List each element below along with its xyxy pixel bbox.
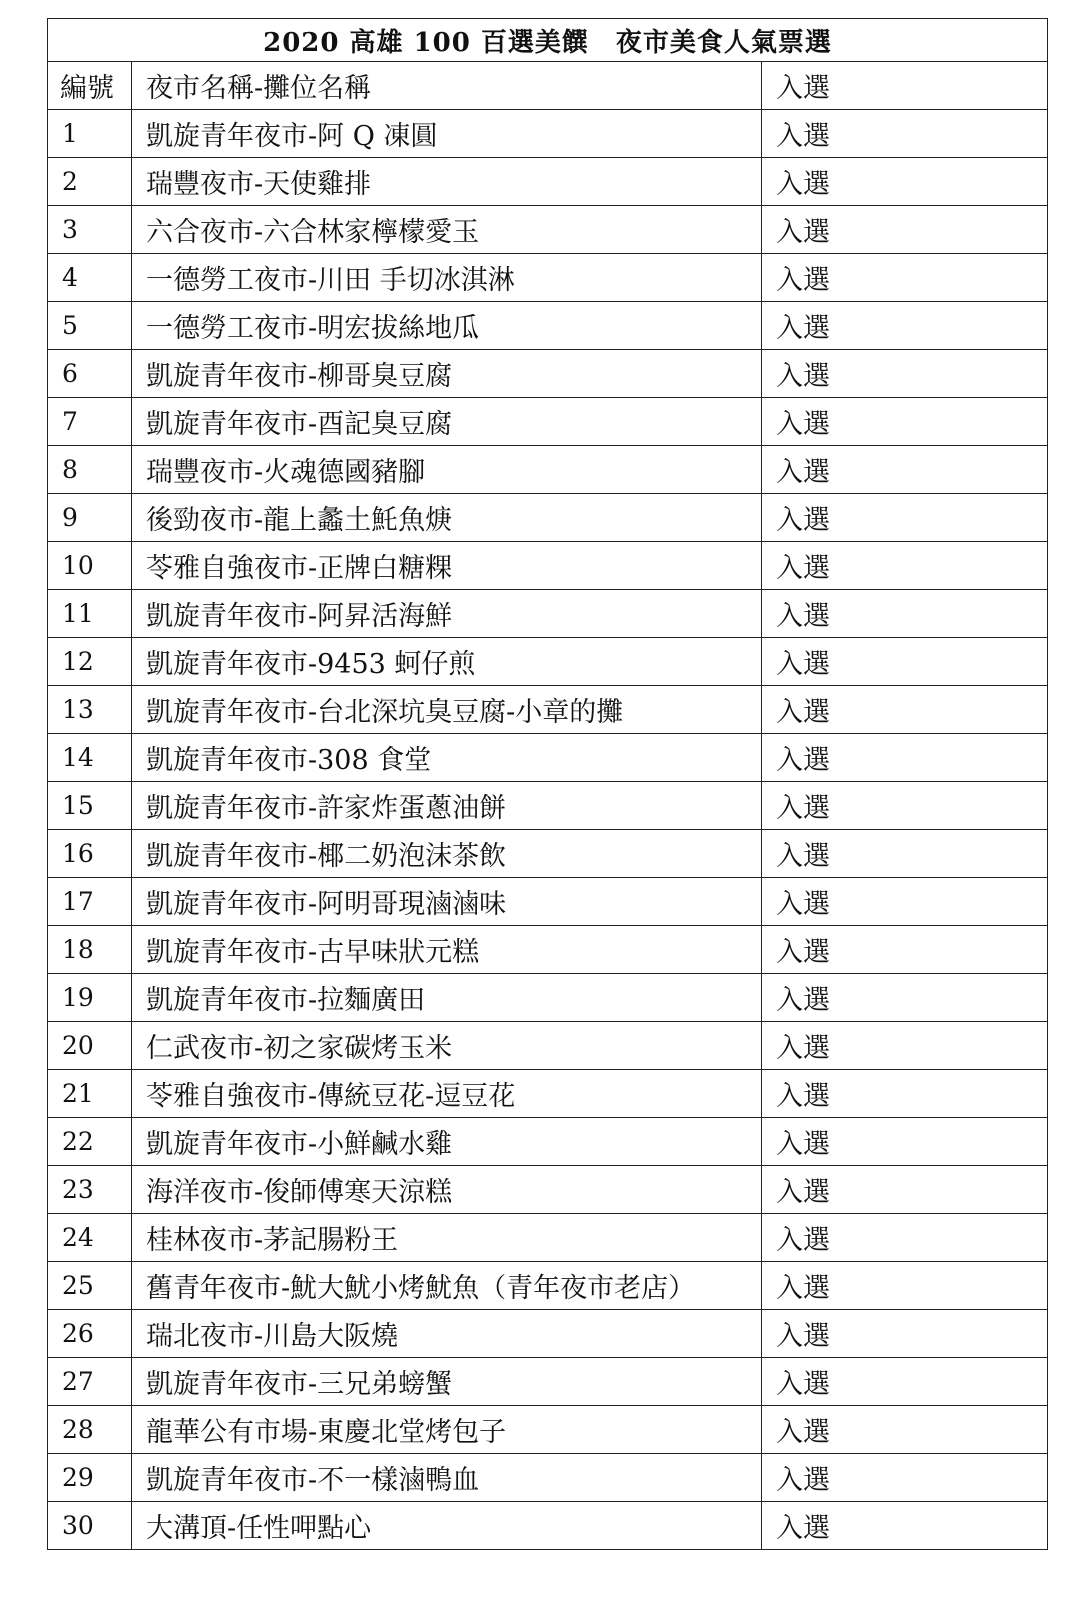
table-row (48, 110, 1048, 158)
table-row (48, 1070, 1048, 1118)
stall-name: 苓雅自強夜市-傳統豆花-逗豆花 (132, 1070, 762, 1118)
column-header-no: 編號 (48, 62, 132, 110)
row-number: 19 (48, 974, 132, 1022)
row-number: 1 (48, 110, 132, 158)
row-number: 10 (48, 542, 132, 590)
row-number: 15 (48, 782, 132, 830)
stall-name: 凱旋青年夜市-台北深坑臭豆腐-小章的攤 (132, 686, 762, 734)
table-row (48, 638, 1048, 686)
selection-status: 入選 (762, 1262, 1048, 1310)
row-number: 29 (48, 1454, 132, 1502)
row-number: 16 (48, 830, 132, 878)
selection-status: 入選 (762, 734, 1048, 782)
table-row (48, 398, 1048, 446)
table-row (48, 158, 1048, 206)
stall-name: 凱旋青年夜市-9453 蚵仔煎 (132, 638, 762, 686)
selection-status: 入選 (762, 1070, 1048, 1118)
stall-name: 凱旋青年夜市-柳哥臭豆腐 (132, 350, 762, 398)
column-header-selected: 入選 (762, 62, 1048, 110)
table-row (48, 1022, 1048, 1070)
table-row (48, 686, 1048, 734)
row-number: 24 (48, 1214, 132, 1262)
table-row (48, 302, 1048, 350)
selection-status: 入選 (762, 1358, 1048, 1406)
row-number: 25 (48, 1262, 132, 1310)
selection-status: 入選 (762, 686, 1048, 734)
table-row (48, 206, 1048, 254)
stall-name: 一德勞工夜市-明宏拔絲地瓜 (132, 302, 762, 350)
table-row (48, 494, 1048, 542)
results-table (47, 18, 1048, 1550)
stall-name: 凱旋青年夜市-古早味狀元糕 (132, 926, 762, 974)
selection-status: 入選 (762, 110, 1048, 158)
stall-name: 凱旋青年夜市-阿明哥現滷滷味 (132, 878, 762, 926)
row-number: 4 (48, 254, 132, 302)
selection-status: 入選 (762, 206, 1048, 254)
row-number: 21 (48, 1070, 132, 1118)
table-row (48, 350, 1048, 398)
selection-status: 入選 (762, 494, 1048, 542)
table-row (48, 1262, 1048, 1310)
stall-name: 凱旋青年夜市-椰二奶泡沫茶飲 (132, 830, 762, 878)
selection-status: 入選 (762, 398, 1048, 446)
selection-status: 入選 (762, 974, 1048, 1022)
row-number: 28 (48, 1406, 132, 1454)
row-number: 5 (48, 302, 132, 350)
selection-status: 入選 (762, 1166, 1048, 1214)
selection-status: 入選 (762, 590, 1048, 638)
row-number: 14 (48, 734, 132, 782)
title-row (48, 19, 1048, 62)
row-number: 8 (48, 446, 132, 494)
row-number: 26 (48, 1310, 132, 1358)
table-title: 2020 高雄 100 百選美饌 夜市美食人氣票選 (48, 19, 1048, 62)
stall-name: 仁武夜市-初之家碳烤玉米 (132, 1022, 762, 1070)
table-row (48, 734, 1048, 782)
stall-name: 後勁夜市-龍上蠡土魠魚焿 (132, 494, 762, 542)
selection-status: 入選 (762, 830, 1048, 878)
stall-name: 凱旋青年夜市-許家炸蛋蔥油餅 (132, 782, 762, 830)
stall-name: 龍華公有市場-東慶北堂烤包子 (132, 1406, 762, 1454)
table-row (48, 926, 1048, 974)
selection-status: 入選 (762, 878, 1048, 926)
results-sheet (47, 18, 1047, 1550)
selection-status: 入選 (762, 1406, 1048, 1454)
row-number: 17 (48, 878, 132, 926)
column-header-name: 夜市名稱-攤位名稱 (132, 62, 762, 110)
stall-name: 海洋夜市-俊師傅寒天涼糕 (132, 1166, 762, 1214)
row-number: 22 (48, 1118, 132, 1166)
row-number: 11 (48, 590, 132, 638)
table-row (48, 830, 1048, 878)
table-row (48, 1214, 1048, 1262)
selection-status: 入選 (762, 782, 1048, 830)
header-row (48, 62, 1048, 110)
row-number: 27 (48, 1358, 132, 1406)
table-row (48, 1358, 1048, 1406)
selection-status: 入選 (762, 1118, 1048, 1166)
row-number: 6 (48, 350, 132, 398)
table-row (48, 878, 1048, 926)
selection-status: 入選 (762, 542, 1048, 590)
row-number: 7 (48, 398, 132, 446)
stall-name: 瑞豐夜市-天使雞排 (132, 158, 762, 206)
table-row (48, 782, 1048, 830)
table-row (48, 254, 1048, 302)
selection-status: 入選 (762, 1502, 1048, 1550)
stall-name: 凱旋青年夜市-小鮮鹹水雞 (132, 1118, 762, 1166)
selection-status: 入選 (762, 302, 1048, 350)
row-number: 2 (48, 158, 132, 206)
row-number: 20 (48, 1022, 132, 1070)
row-number: 18 (48, 926, 132, 974)
row-number: 9 (48, 494, 132, 542)
stall-name: 六合夜市-六合林家檸檬愛玉 (132, 206, 762, 254)
stall-name: 大溝頂-任性呷點心 (132, 1502, 762, 1550)
selection-status: 入選 (762, 926, 1048, 974)
selection-status: 入選 (762, 1454, 1048, 1502)
table-row (48, 974, 1048, 1022)
stall-name: 凱旋青年夜市-酉記臭豆腐 (132, 398, 762, 446)
table-row (48, 1406, 1048, 1454)
selection-status: 入選 (762, 1310, 1048, 1358)
table-row (48, 1502, 1048, 1550)
stall-name: 凱旋青年夜市-不一樣滷鴨血 (132, 1454, 762, 1502)
stall-name: 凱旋青年夜市-阿昇活海鮮 (132, 590, 762, 638)
table-row (48, 590, 1048, 638)
table-row (48, 446, 1048, 494)
stall-name: 苓雅自強夜市-正牌白糖粿 (132, 542, 762, 590)
table-body (48, 110, 1048, 1550)
selection-status: 入選 (762, 1022, 1048, 1070)
table-row (48, 542, 1048, 590)
row-number: 30 (48, 1502, 132, 1550)
row-number: 12 (48, 638, 132, 686)
selection-status: 入選 (762, 1214, 1048, 1262)
stall-name: 瑞北夜市-川島大阪燒 (132, 1310, 762, 1358)
stall-name: 凱旋青年夜市-308 食堂 (132, 734, 762, 782)
selection-status: 入選 (762, 158, 1048, 206)
stall-name: 凱旋青年夜市-阿 Q 凍圓 (132, 110, 762, 158)
stall-name: 瑞豐夜市-火魂德國豬腳 (132, 446, 762, 494)
stall-name: 一德勞工夜市-川田 手切冰淇淋 (132, 254, 762, 302)
table-row (48, 1166, 1048, 1214)
selection-status: 入選 (762, 254, 1048, 302)
stall-name: 桂林夜市-茅記腸粉王 (132, 1214, 762, 1262)
selection-status: 入選 (762, 446, 1048, 494)
row-number: 23 (48, 1166, 132, 1214)
stall-name: 凱旋青年夜市-三兄弟螃蟹 (132, 1358, 762, 1406)
table-row (48, 1118, 1048, 1166)
selection-status: 入選 (762, 350, 1048, 398)
row-number: 3 (48, 206, 132, 254)
selection-status: 入選 (762, 638, 1048, 686)
table-row (48, 1310, 1048, 1358)
stall-name: 凱旋青年夜市-拉麵廣田 (132, 974, 762, 1022)
table-row (48, 1454, 1048, 1502)
row-number: 13 (48, 686, 132, 734)
stall-name: 舊青年夜市-魷大魷小烤魷魚（青年夜市老店） (132, 1262, 762, 1310)
